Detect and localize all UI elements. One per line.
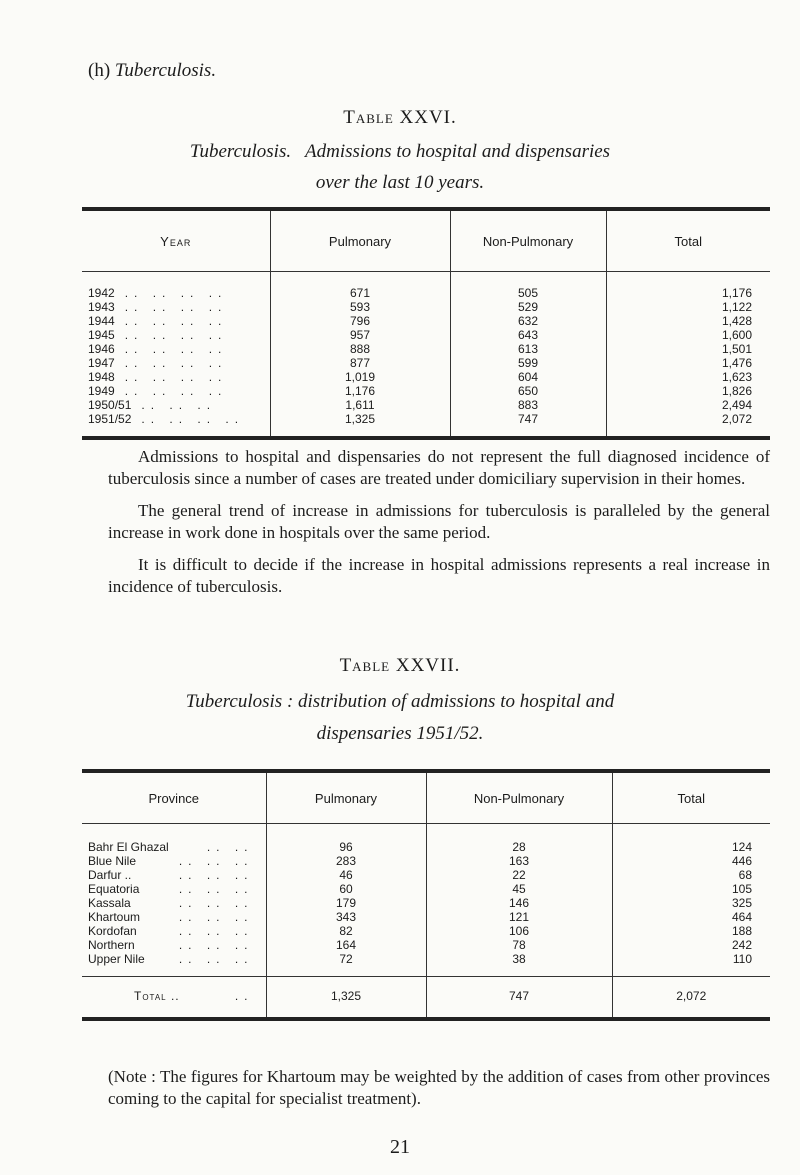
pulmonary-cell: 96: [266, 824, 426, 855]
province-cell: [82, 868, 266, 882]
leader-dots: .. .. ..: [178, 924, 254, 938]
nonpulmonary-cell: 146: [426, 896, 612, 910]
pulmonary-cell: 179: [266, 896, 426, 910]
province-cell: [82, 924, 266, 938]
leader-dots: .. .. .. ..: [124, 342, 228, 356]
leader-dots: .. .. ..: [178, 938, 254, 952]
province-cell: [82, 824, 266, 855]
province-name: Kordofan: [88, 924, 137, 938]
total-cell: 1,826: [606, 384, 770, 398]
year-cell: [82, 300, 270, 314]
table-row: [82, 882, 770, 896]
nonpulmonary-cell: 650: [450, 384, 606, 398]
year-value: 1950/51: [88, 398, 132, 412]
table-row: [82, 272, 770, 301]
province-cell: [82, 952, 266, 977]
province-name: Equatoria: [88, 882, 140, 896]
table27-header-pulmonary: Pulmonary: [266, 771, 426, 824]
year-cell: [82, 384, 270, 398]
table26-header-total: Total: [606, 209, 770, 272]
nonpulmonary-cell: 505: [450, 272, 606, 301]
table-row: [82, 370, 770, 384]
pulmonary-cell: 1,611: [270, 398, 450, 412]
table26-header-nonpulmonary: Non-Pulmonary: [450, 209, 606, 272]
province-name: Kassala: [88, 896, 131, 910]
province-name: Bahr El Ghazal: [88, 840, 169, 854]
total-cell: 2,494: [606, 398, 770, 412]
pulmonary-cell: 1,176: [270, 384, 450, 398]
pulmonary-cell: 796: [270, 314, 450, 328]
nonpulmonary-cell: 604: [450, 370, 606, 384]
table-row: [82, 328, 770, 342]
year-value: 1947: [88, 356, 115, 370]
nonpulmonary-cell: 643: [450, 328, 606, 342]
nonpulmonary-cell: 38: [426, 952, 612, 977]
total-label-cell: [82, 977, 266, 1020]
table27-title-line2: dispensaries 1951/52.: [316, 723, 484, 744]
year-value: 1946: [88, 342, 115, 356]
nonpulmonary-cell: 28: [426, 824, 612, 855]
nonpulmonary-cell: 632: [450, 314, 606, 328]
pulmonary-cell: 164: [266, 938, 426, 952]
pulmonary-cell: 1,325: [270, 412, 450, 438]
pulmonary-cell: 72: [266, 952, 426, 977]
table27-header-province: Province: [82, 771, 266, 824]
province-cell: [82, 910, 266, 924]
table27: [82, 769, 770, 1021]
total-cell: 464: [612, 910, 770, 924]
province-name: Khartoum: [88, 910, 141, 924]
nonpulmonary-cell: 163: [426, 854, 612, 868]
total-cell: 446: [612, 854, 770, 868]
table-row: [82, 952, 770, 977]
nonpulmonary-cell: 45: [426, 882, 612, 896]
table-row: [82, 398, 770, 412]
total-cell: 1,122: [606, 300, 770, 314]
province-name: Northern: [88, 938, 135, 952]
table-row: [82, 300, 770, 314]
total-cell: 1,501: [606, 342, 770, 356]
pulmonary-cell: 1,019: [270, 370, 450, 384]
section-title: Tuberculosis.: [114, 60, 217, 81]
table26-caption: Table XXVI.: [343, 107, 457, 128]
page-number: 21: [390, 1136, 410, 1158]
table27-header-nonpulmonary: Non-Pulmonary: [426, 771, 612, 824]
nonpulmonary-cell: 121: [426, 910, 612, 924]
table-row: [82, 924, 770, 938]
pulmonary-cell: 888: [270, 342, 450, 356]
paragraph-2: The general trend of increase in admissions for tuberculosis is paralleled by the general increase in work done in hospitals over the same period.: [108, 501, 770, 542]
table-row: [82, 342, 770, 356]
year-cell: [82, 412, 270, 438]
pulmonary-cell: 877: [270, 356, 450, 370]
year-value: 1949: [88, 384, 115, 398]
year-value: 1951/52: [88, 412, 132, 426]
year-value: 1944: [88, 314, 115, 328]
table-row: [82, 854, 770, 868]
table26: [82, 207, 770, 440]
table27-caption: Table XXVII.: [339, 655, 461, 676]
pulmonary-cell: 82: [266, 924, 426, 938]
total-cell: 110: [612, 952, 770, 977]
year-value: 1945: [88, 328, 115, 342]
leader-dots: .. .. .. ..: [124, 328, 228, 342]
nonpulmonary-cell: 747: [450, 412, 606, 438]
grand-total-cell: 2,072: [612, 977, 770, 1020]
table27-title-line1: Tuberculosis : distribution of admissions to hospital and: [185, 691, 615, 712]
table26-body: [82, 272, 770, 439]
year-cell: [82, 328, 270, 342]
table-row: [82, 896, 770, 910]
total-pulmonary-cell: 1,325: [266, 977, 426, 1020]
total-cell: 1,176: [606, 272, 770, 301]
total-label: Total ..: [134, 989, 180, 1003]
pulmonary-cell: 46: [266, 868, 426, 882]
nonpulmonary-cell: 106: [426, 924, 612, 938]
nonpulmonary-cell: 613: [450, 342, 606, 356]
table-row: [82, 910, 770, 924]
leader-dots: .. .. ..: [178, 854, 254, 868]
pulmonary-cell: 343: [266, 910, 426, 924]
table27-header-total: Total: [612, 771, 770, 824]
total-cell: 1,600: [606, 328, 770, 342]
province-name: Darfur ..: [88, 868, 132, 882]
leader-dots: .. .. .. ..: [124, 384, 228, 398]
leader-dots: .. .. .. ..: [124, 356, 228, 370]
leader-dots: .. .. .. ..: [141, 412, 245, 426]
pulmonary-cell: 283: [266, 854, 426, 868]
pulmonary-cell: 671: [270, 272, 450, 301]
body-text: [108, 446, 770, 598]
table-row: [82, 356, 770, 370]
province-cell: [82, 882, 266, 896]
table-total-row: [82, 977, 770, 1020]
year-cell: [82, 356, 270, 370]
total-cell: 188: [612, 924, 770, 938]
paragraph-1: Admissions to hospital and dispensaries do not represent the full diagnosed incidence of tuberculosis since a number of cases are treated under domiciliary supervision in their homes.: [108, 447, 770, 488]
year-cell: [82, 398, 270, 412]
year-value: 1942: [88, 286, 115, 300]
year-value: 1943: [88, 300, 115, 314]
province-name: Upper Nile: [88, 952, 145, 966]
section-label: (h): [88, 60, 111, 81]
paragraph-3: It is difficult to decide if the increase in hospital admissions represents a real increase in incidence of tuberculosis.: [108, 555, 770, 596]
leader-dots: .. ..: [206, 840, 254, 854]
total-nonpulmonary-cell: 747: [426, 977, 612, 1020]
table-row: [82, 938, 770, 952]
nonpulmonary-cell: 78: [426, 938, 612, 952]
pulmonary-cell: 957: [270, 328, 450, 342]
total-cell: 1,623: [606, 370, 770, 384]
table-row: [82, 824, 770, 855]
nonpulmonary-cell: 22: [426, 868, 612, 882]
table26-title-line2: over the last 10 years.: [315, 172, 485, 193]
total-cell: 68: [612, 868, 770, 882]
nonpulmonary-cell: 599: [450, 356, 606, 370]
province-cell: [82, 938, 266, 952]
leader-dots: .. .. ..: [141, 398, 217, 412]
table26-header-pulmonary: Pulmonary: [270, 209, 450, 272]
leader-dots: .. .. .. ..: [124, 300, 228, 314]
table-row: [82, 384, 770, 398]
leader-dots: .. .. ..: [178, 952, 254, 966]
footnote: (Note : The figures for Khartoum may be weighted by the addition of cases from other provinces coming to the capital for specialist treatment).: [108, 1067, 770, 1108]
nonpulmonary-cell: 883: [450, 398, 606, 412]
year-cell: [82, 314, 270, 328]
total-cell: 325: [612, 896, 770, 910]
table-row: [82, 868, 770, 882]
pulmonary-cell: 60: [266, 882, 426, 896]
total-cell: 1,428: [606, 314, 770, 328]
nonpulmonary-cell: 529: [450, 300, 606, 314]
leader-dots: .. .. ..: [178, 868, 254, 882]
year-cell: [82, 342, 270, 356]
total-cell: 1,476: [606, 356, 770, 370]
province-cell: [82, 896, 266, 910]
total-cell: 2,072: [606, 412, 770, 438]
leader-dots: .. .. .. ..: [124, 286, 228, 300]
year-cell: [82, 370, 270, 384]
section-heading: [88, 60, 216, 82]
leader-dots: .. .. .. ..: [124, 314, 228, 328]
table27-body: [82, 824, 770, 1020]
pulmonary-cell: 593: [270, 300, 450, 314]
province-name: Blue Nile: [88, 854, 137, 868]
leader-dots: .. .. ..: [178, 896, 254, 910]
total-cell: 124: [612, 824, 770, 855]
leader-dots: .. .. ..: [178, 910, 254, 924]
province-cell: [82, 854, 266, 868]
year-cell: [82, 272, 270, 301]
total-cell: 242: [612, 938, 770, 952]
year-value: 1948: [88, 370, 115, 384]
table-row: [82, 412, 770, 438]
leader-dots: .. .. ..: [178, 882, 254, 896]
table-row: [82, 314, 770, 328]
table26-title-line1: Tuberculosis. Admissions to hospital and dispensaries: [189, 141, 611, 162]
leader-dots: .. .. .. ..: [124, 370, 228, 384]
leader-dots: ..: [234, 989, 254, 1003]
table26-header-year: Year: [82, 209, 270, 272]
total-cell: 105: [612, 882, 770, 896]
